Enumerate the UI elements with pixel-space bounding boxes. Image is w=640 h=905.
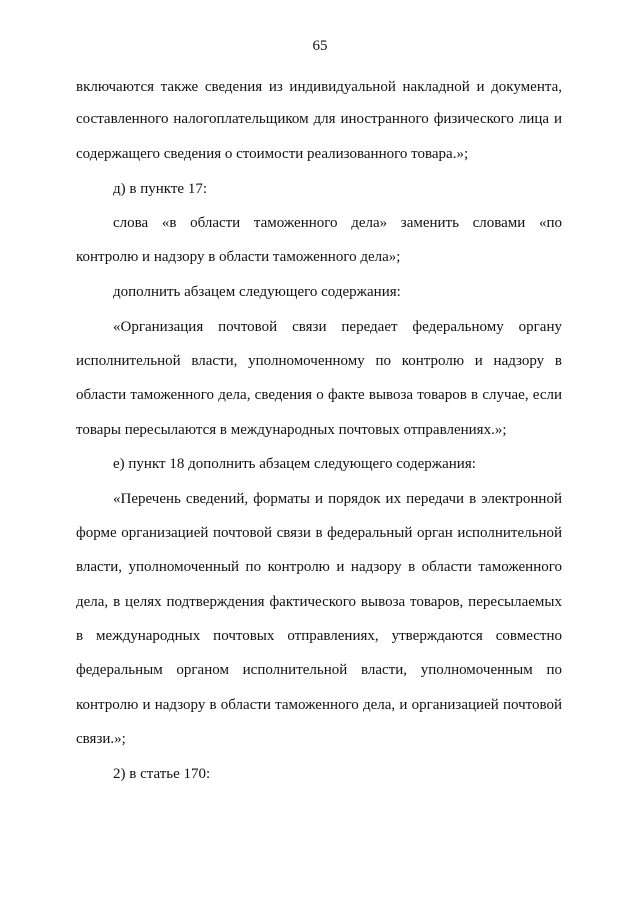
- text-line-11: товары пересылаются в международных почтовых отправлениях.»;: [76, 422, 507, 438]
- text-line-5: слова «в области таможенного дела» заменить словами «по: [113, 215, 562, 231]
- text-line-21: 2) в статье 170:: [113, 766, 211, 782]
- text-line-15: власти, уполномоченный по контролю и надзору в области таможенного: [76, 559, 562, 575]
- page-number: 65: [312, 38, 328, 54]
- text-line-18: федеральным органом исполнительной власти, уполномоченным по: [76, 662, 562, 678]
- text-line-12: е) пункт 18 дополнить абзацем следующего содержания:: [113, 456, 476, 472]
- text-line-2: составленного налогоплательщиком для иностранного физического лица и: [76, 111, 562, 127]
- text-line-3: содержащего сведения о стоимости реализованного товара.»;: [76, 146, 469, 162]
- text-line-17: в международных почтовых отправлениях, утверждаются совместно: [76, 628, 562, 644]
- text-line-8: «Организация почтовой связи передает федеральному органу: [113, 319, 562, 335]
- text-line-4: д) в пункте 17:: [113, 181, 207, 197]
- text-line-10: области таможенного дела, сведения о факте вывоза товаров в случае, если: [76, 387, 562, 403]
- text-line-19: контролю и надзору в области таможенного дела, и организацией почтовой: [76, 697, 562, 713]
- text-line-7: дополнить абзацем следующего содержания:: [113, 284, 401, 300]
- text-line-13: «Перечень сведений, форматы и порядок их передачи в электронной: [113, 491, 562, 507]
- text-line-9: исполнительной власти, уполномоченному по контролю и надзору в: [76, 353, 562, 369]
- text-line-1: включаются также сведения из индивидуальной накладной и документа,: [76, 79, 562, 95]
- text-line-20: связи.»;: [76, 731, 126, 747]
- text-line-14: форме организацией почтовой связи в федеральный орган исполнительной: [76, 525, 562, 541]
- text-line-6: контролю и надзору в области таможенного дела»;: [76, 249, 401, 265]
- text-line-16: дела, в целях подтверждения фактического вывоза товаров, пересылаемых: [76, 594, 562, 610]
